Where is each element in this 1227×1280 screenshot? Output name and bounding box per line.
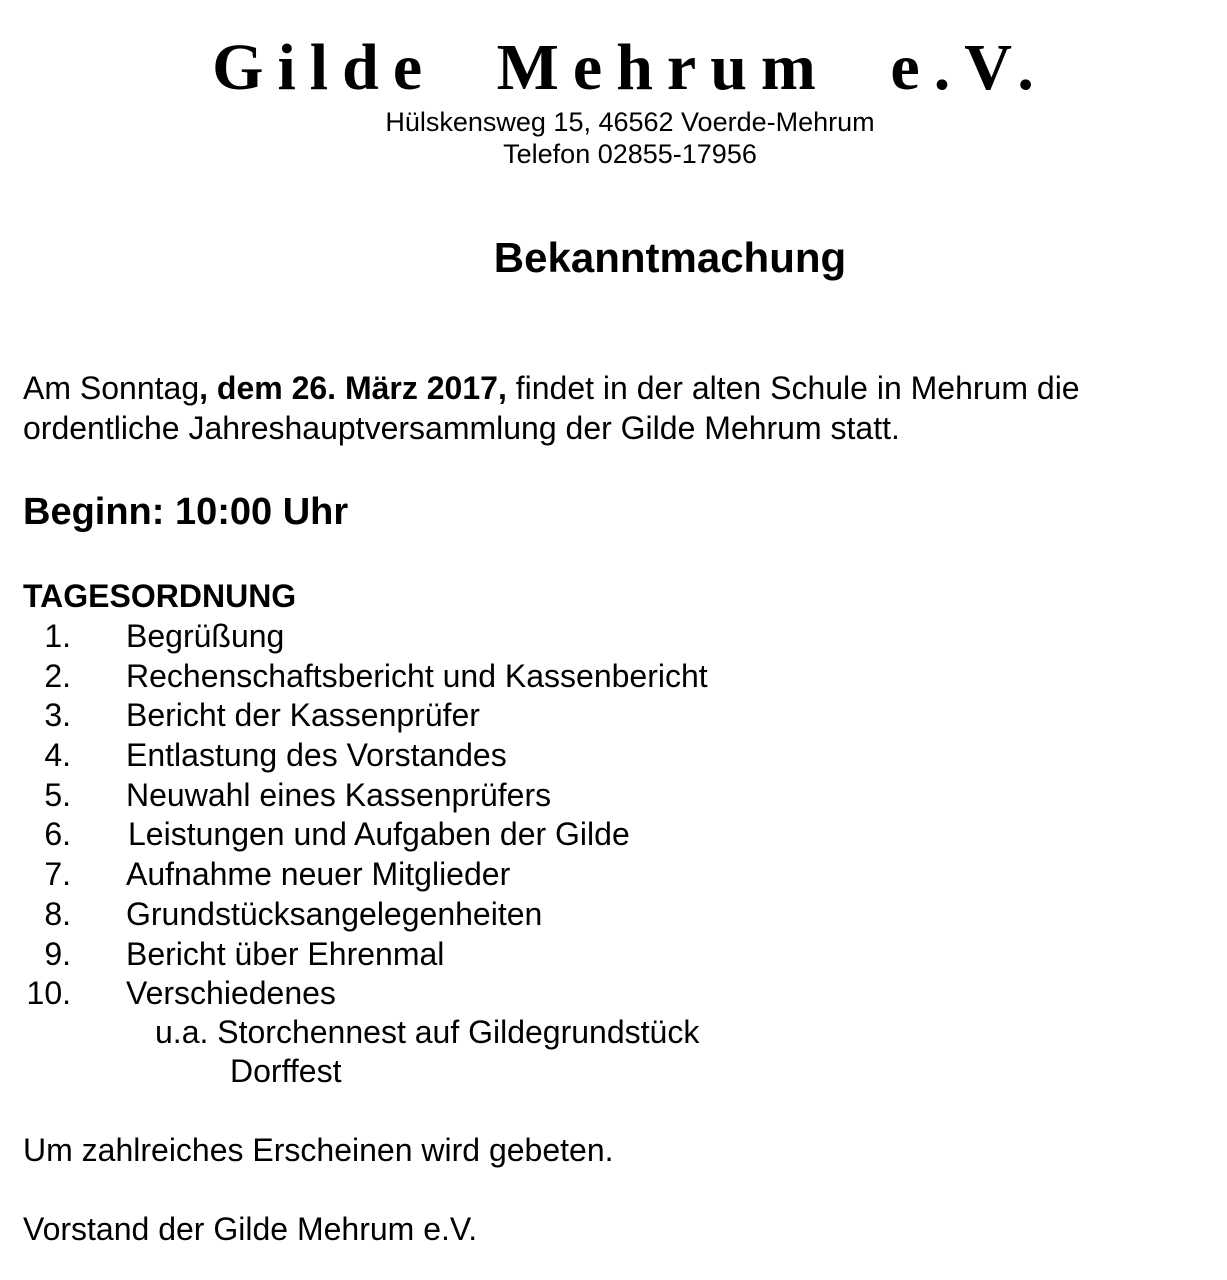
agenda-item-text: Begrüßung: [126, 618, 285, 654]
agenda-item: [0, 616, 1227, 656]
agenda-subitem: Dorffest: [230, 1053, 342, 1089]
agenda-item: [0, 854, 1227, 894]
agenda-item: [0, 934, 1227, 974]
agenda-item-number: 9.: [44, 935, 71, 972]
document-title: Bekanntmachung: [493, 234, 847, 281]
agenda-item-number: 10.: [26, 975, 71, 1012]
organization-phone: Telefon 02855-17956: [503, 139, 757, 169]
intro-date: , dem 26. März 2017,: [199, 370, 507, 406]
agenda-item-number: 4.: [44, 737, 71, 774]
agenda-item-text: Bericht über Ehrenmal: [126, 935, 445, 972]
intro-line-2: ordentliche Jahreshauptversammlung der Gilde Mehrum statt.: [23, 410, 900, 446]
start-time: Beginn: 10:00 Uhr: [23, 491, 349, 533]
intro-text-2: findet in der alten Schule in Mehrum die: [506, 370, 1080, 406]
agenda-item: [0, 735, 1227, 775]
signature: Vorstand der Gilde Mehrum e.V.: [23, 1211, 478, 1247]
agenda-item-text: Rechenschaftsbericht und Kassenbericht: [126, 657, 708, 694]
agenda-item-number: 2.: [44, 657, 71, 694]
agenda-list: [0, 616, 1227, 1013]
agenda-item: [0, 775, 1227, 815]
agenda-item: [0, 973, 1227, 1013]
agenda-item: [0, 695, 1227, 735]
agenda-title: TAGESORDNUNG: [23, 578, 297, 614]
agenda-item-text: Bericht der Kassenprüfer: [126, 697, 480, 734]
agenda-item-text: Neuwahl eines Kassenprüfers: [126, 776, 552, 813]
intro-paragraph: [23, 368, 1213, 448]
agenda-subitem: u.a. Storchennest auf Gildegrundstück: [155, 1014, 700, 1050]
agenda-item-number: 6.: [44, 816, 71, 853]
agenda-item: [0, 894, 1227, 934]
intro-line-1: [23, 368, 1213, 408]
agenda-item-text: Grundstücksangelegenheiten: [126, 895, 543, 932]
intro-text-1: Am Sonntag: [23, 370, 200, 406]
closing-text: Um zahlreiches Erscheinen wird gebeten.: [23, 1132, 614, 1168]
agenda-item-number: 3.: [44, 697, 71, 734]
agenda-item-text: Aufnahme neuer Mitglieder: [126, 856, 511, 893]
agenda-item-number: 8.: [44, 895, 71, 932]
organization-name: Gilde Mehrum e.V.: [212, 31, 1048, 104]
agenda-item-text: Entlastung des Vorstandes: [126, 737, 507, 774]
organization-address: Hülskensweg 15, 46562 Voerde-Mehrum: [385, 107, 875, 137]
agenda-item-text: Verschiedenes: [126, 975, 336, 1012]
agenda-item-text: Leistungen und Aufgaben der Gilde: [128, 816, 630, 853]
agenda-item-number: 7.: [44, 856, 71, 893]
agenda-item-number: 1.: [44, 618, 71, 654]
agenda-item: [0, 814, 1227, 854]
agenda-item-number: 5.: [44, 776, 71, 813]
agenda-item: [0, 656, 1227, 696]
